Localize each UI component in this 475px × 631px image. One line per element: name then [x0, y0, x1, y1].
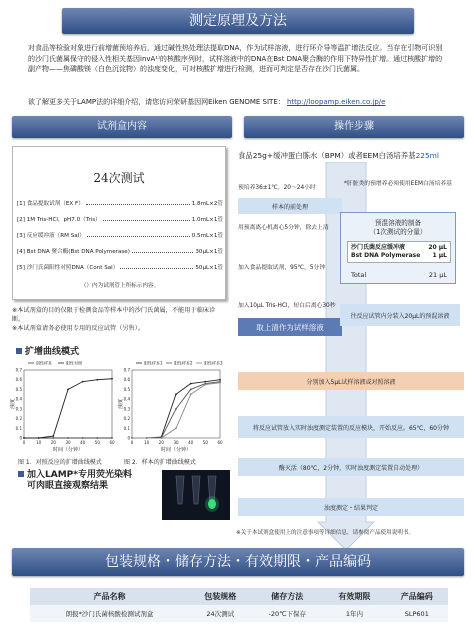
tris-step: 加入10μL Tris-HCl，短白后离心30秒: [238, 303, 336, 309]
premix-volume: 20 μL: [428, 244, 447, 251]
x-tick-label: 40: [80, 440, 86, 445]
legend-label: 阴性样本: [36, 360, 52, 366]
data-point: [67, 437, 69, 439]
premix-title-2: （1次测试的分量）: [369, 228, 427, 236]
data-point: [38, 437, 40, 439]
data-point: [219, 379, 221, 381]
data-point: [175, 427, 177, 429]
y-tick-label: 0.7: [123, 367, 130, 373]
table-header-row: [30, 588, 448, 605]
data-point: [131, 437, 133, 439]
premix-reagent: 沙门氏菌反应缓冲液: [351, 244, 406, 251]
table-cell: 1年内: [323, 605, 385, 622]
sample-volume: 225ml: [415, 151, 439, 160]
y-tick-label: 0.3: [123, 406, 130, 412]
y-tick-label: 0.1: [123, 425, 130, 431]
y-tick-label: 0.1: [15, 425, 22, 431]
fluorescent-tubes-photo: [162, 470, 230, 520]
lamp-dye-note: [18, 470, 148, 492]
x-tick-label: 60: [217, 440, 223, 445]
kit-item: [17, 263, 223, 271]
kit-contents-banner: [12, 116, 232, 138]
kit-note-1: ※本试剂盒的目的仅限于检测食品等样本中的沙门氏菌属，不能用于临床诊断。: [12, 307, 216, 323]
premix-row: [351, 252, 447, 260]
kit-item-qty: 50μL×1管: [195, 265, 223, 271]
kit-item-name: [2] 1M Tris-HCl，pH7.0（Tris）: [17, 217, 101, 223]
table-row: [30, 605, 448, 622]
y-tick-label: 0.7: [15, 367, 22, 373]
x-tick-label: 50: [202, 440, 208, 445]
bullet-square-icon: [18, 471, 24, 477]
y-tick-label: 0.6: [123, 377, 130, 383]
kit-footnote-text: （）内为试剂管上所标示内容。: [80, 283, 160, 289]
legend-label: 阳性对照: [66, 360, 82, 366]
table-cell: SLP601: [386, 605, 448, 622]
figure-2-caption: 图 2．样本的扩增曲线模式: [124, 459, 196, 466]
pre-culture-step: 预培养36±1℃，20～24小时: [238, 185, 316, 191]
table-header: 产品名称: [30, 588, 189, 605]
legend-label: 阳性样本2: [174, 360, 193, 366]
figure-1-caption: 图 1．对照反应的扩增曲线模式: [18, 459, 102, 466]
data-point: [190, 393, 192, 395]
legend-label: 阳性样本1: [144, 360, 163, 366]
y-axis-label: 浊度: [118, 398, 124, 410]
bullet-square-icon: [16, 348, 22, 354]
kit-item: [17, 215, 223, 223]
kit-item: [17, 231, 223, 239]
y-tick-label: 0.4: [123, 396, 130, 402]
data-point: [175, 393, 177, 395]
y-tick-label: 0.2: [123, 416, 130, 422]
page-title: 测定原理及方法: [189, 13, 287, 29]
lamp-line-1-suffix: *专用荧光染料: [73, 470, 132, 480]
kit-item-qty: 1.8mL×2管: [191, 201, 223, 207]
table-header: 有效期限: [323, 588, 385, 605]
data-point: [96, 379, 98, 381]
lamp-line-1: 加入LAMP: [27, 470, 74, 480]
data-point: [52, 437, 54, 439]
kit-item-name: [4] Bst DNA 聚合酶(Bst DNA Polymerase): [17, 249, 130, 255]
table-cell: -20℃下保存: [251, 605, 323, 622]
table-cell: 24次测试: [189, 605, 251, 622]
kit-item-name: [5] 沙门氏菌阳性对照DNA（Cont Sal）: [17, 265, 119, 271]
sample-text: 食品25g+缓冲蛋白胨水（BPM）或者EEM白汤培养基: [238, 151, 416, 160]
liver-note: *肝脏类的预增养必须使用EEM白汤培养基: [344, 181, 452, 187]
intro-paragraph: 对食品等检验对象进行前增菌预培养后，通过碱性热处理法提取DNA，作为试样溶液，进行环介导等温扩增法反应。当存在引物可识别的沙门氏菌属保守的侵入性相关基因invA¹⁾的核酸序列时，试样溶液中的DNA在Bst DNA聚合酶的作用下特异性扩增。通过核酸扩增的副产物——焦磷酸镁（白色沉淀物）的浊度变化，可对核酸扩增进行检测，进而可判定是否存在沙门氏菌属。: [28, 44, 443, 73]
kit-item-qty: 30μL×1管: [195, 249, 223, 255]
premix-total-label: Total: [351, 271, 367, 279]
x-axis-label: 时间（分钟）: [160, 447, 192, 453]
data-point: [204, 384, 206, 386]
data-point: [111, 437, 113, 439]
y-tick-label: 0.4: [15, 396, 22, 402]
intro-link-text: 欲了解更多关于LAMP法的详细介绍，请您访问荣研基因网Eiken GENOME SITE：: [28, 98, 285, 106]
table-header: 产品编码: [386, 588, 448, 605]
premix-title-1: 预混溶液的制备: [374, 219, 422, 227]
sample-pretreatment-box: 样本的前处理: [238, 198, 342, 214]
data-point: [82, 381, 84, 383]
leader-dots: [120, 263, 193, 269]
premix-total-volume: 21 μL: [428, 271, 447, 279]
curves-title-text: 扩增曲线模式: [25, 347, 80, 357]
data-point: [219, 382, 221, 384]
y-axis-label: 浊度: [10, 398, 16, 410]
curves-section-title: [16, 344, 79, 357]
premix-table: [347, 241, 451, 263]
legend-label: 阳性样本3: [204, 360, 223, 366]
control-amplification-chart: [10, 358, 116, 456]
x-tick-label: 10: [36, 440, 42, 445]
genome-site-link[interactable]: http://loopamp.eiken.co.jp/e: [286, 98, 386, 106]
kit-heading: 24次测试: [93, 171, 145, 185]
inactivation-box: 酶灭活（80℃，2分钟，实时浊度测定装置自动处理）: [238, 458, 464, 476]
kit-contents-box: [12, 146, 226, 300]
x-tick-label: 0: [130, 440, 134, 445]
take-supernatant-box: 取上清作为试样溶液: [238, 318, 342, 336]
x-tick-label: 30: [173, 440, 179, 445]
kit-item: [17, 199, 223, 207]
y-tick-label: 0.3: [15, 406, 22, 412]
data-point: [111, 378, 113, 380]
premix-volume: 1 μL: [432, 252, 447, 259]
data-point: [52, 435, 54, 437]
y-tick-label: 0.2: [15, 416, 22, 422]
leader-dots: [87, 231, 190, 237]
add-sample-box: 分别加入5μL试样溶液或对照溶液: [238, 372, 464, 390]
x-axis-label: 时间（分钟）: [52, 447, 84, 453]
packaging-banner: [12, 548, 464, 576]
data-point: [23, 437, 25, 439]
x-tick-label: 0: [22, 440, 26, 445]
premix-row: [351, 244, 447, 252]
x-tick-label: 40: [188, 440, 194, 445]
x-tick-label: 20: [50, 440, 56, 445]
lamp-line-2: 可肉眼直接观察结果: [27, 481, 109, 491]
measurement-box: 浊度测定・结果判定: [238, 498, 464, 516]
kit-item-qty: 0.5mL×1管: [191, 233, 223, 239]
x-tick-label: 60: [109, 440, 115, 445]
y-tick-label: 0.5: [123, 386, 130, 392]
packaging-banner-label: 包装规格・储存方法・有效期限・产品编码: [105, 554, 371, 570]
kit-item: [17, 247, 223, 255]
x-tick-label: 10: [144, 440, 150, 445]
kit-banner-label: 试剂盒内容: [97, 121, 147, 132]
x-tick-label: 20: [158, 440, 164, 445]
y-tick-label: 0: [127, 435, 130, 441]
data-point: [82, 437, 84, 439]
data-point: [190, 383, 192, 385]
data-point: [67, 389, 69, 391]
steps-banner-label: 操作步骤: [334, 121, 374, 132]
premix-reagent: Bst DNA Polymerase: [351, 252, 421, 259]
premix-prep-box: [340, 212, 456, 284]
intro-link-paragraph: [28, 97, 448, 108]
premix-total: [351, 271, 447, 279]
extraction-step: 加入食品提取试剂，95℃，5分钟: [238, 265, 326, 271]
y-tick-label: 0.5: [15, 386, 22, 392]
data-point: [96, 437, 98, 439]
table-cell: 朗报*沙门氏菌核酸检测试剂盒: [30, 605, 189, 622]
procedure-banner: [244, 116, 464, 138]
dispense-premix-box: 往反应试管内分装入20μL的预混溶液: [340, 304, 460, 326]
kit-note-2: ※本试剂盒请务必使用专用的反应试管（另售）。: [12, 325, 145, 332]
kit-item-qty: 1.0mL×1管: [191, 217, 223, 223]
premix-title: [341, 219, 455, 237]
y-tick-label: 0: [19, 435, 22, 441]
kit-item-name: [3] 反应缓冲液（RM Sal）: [17, 233, 85, 239]
leader-dots: [86, 199, 190, 205]
data-point: [160, 437, 162, 439]
y-tick-label: 0.6: [15, 377, 22, 383]
leader-dots: [103, 215, 190, 221]
table-header: 包装规格: [189, 588, 251, 605]
data-point: [204, 381, 206, 383]
leader-dots: [132, 247, 193, 253]
data-point: [146, 437, 148, 439]
product-table: [30, 588, 448, 622]
data-point: [190, 389, 192, 391]
kit-footnote: [17, 281, 223, 289]
procedure-footnote: ※关于本试剂盒使用上的注意事项等详细信息，请参阅产品使用说明书。: [236, 530, 415, 536]
data-point: [175, 408, 177, 410]
centrifuge-step: 用预离离心机离心5分钟，除去上清: [238, 225, 329, 231]
kit-notes: [12, 306, 227, 333]
sample-prep-line: [238, 150, 464, 161]
x-tick-label: 50: [94, 440, 100, 445]
plot-frame: [24, 370, 112, 438]
x-tick-label: 30: [65, 440, 71, 445]
page-title-banner: [62, 8, 414, 34]
kit-item-name: [1] 食品提取试剂（EX F）: [17, 201, 84, 207]
table-header: 储存方法: [251, 588, 323, 605]
reaction-box: 将反应试管放入实时浊度测定装置的反应模块，开始反应。65℃，60分钟: [238, 416, 464, 438]
sample-amplification-chart: [118, 358, 224, 456]
